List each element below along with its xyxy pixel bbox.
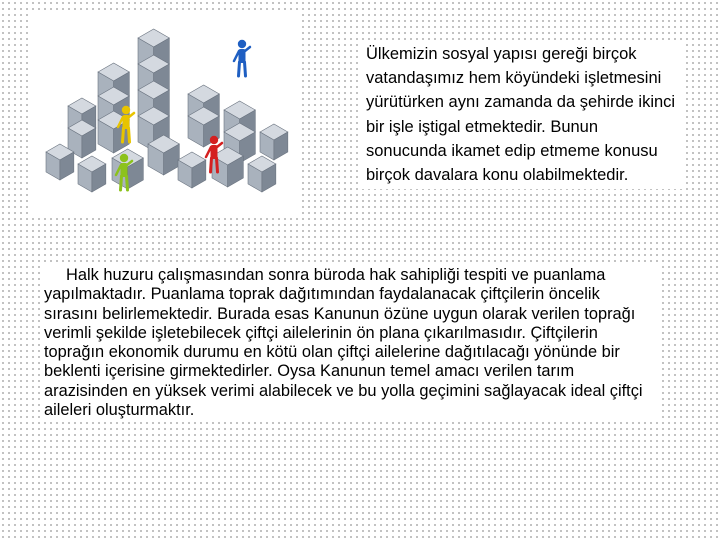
- cube-block: [248, 156, 276, 192]
- side-paragraph: Ülkemizin sosyal yapısı gereği birçok vatandaşımız hem köyündeki işletmesini yürütürken aynı zamanda da şehirde ikinci bir işle iştigal etmektedir. Bunun sonucunda ikamet edip etmeme konusu birçok davalara konu olabilmektedir.: [362, 40, 682, 189]
- illustration-image: [28, 14, 300, 218]
- cube-block: [260, 124, 288, 160]
- cube-block: [148, 135, 179, 175]
- business-people-on-cubes-icon: [28, 14, 300, 218]
- figure-blue-icon: [234, 40, 250, 76]
- cube-block: [46, 144, 74, 180]
- cube-block: [78, 156, 106, 192]
- main-paragraph: Halk huzuru çalışmasından sonra büroda hak sahipliği tespiti ve puanlama yapılmaktadır. Puanlama toprak dağıtımından faydalanacak çiftçilerin öncelik sırasını belirlemektedir. Burada esas Kanunun özüne uygun olarak verilen toprağı verimli şekilde işletebilecek çiftçi ailelerinin ön plana çıkarılmasıdır. Çiftçilerin toprağın ekonomik durumu en kötü olan çiftçi ailelerine dağıtılacağı yönünde bir beklenti içerisine girmektedirler. Oysa Kanunun temel amacı verilen tarım arazisinden en yüksek verimi alabilecek ve bu yolla geçimini sağlayacak ideal çiftçi aileleri oluşturmaktır.: [40, 266, 662, 420]
- cube-block: [178, 152, 206, 188]
